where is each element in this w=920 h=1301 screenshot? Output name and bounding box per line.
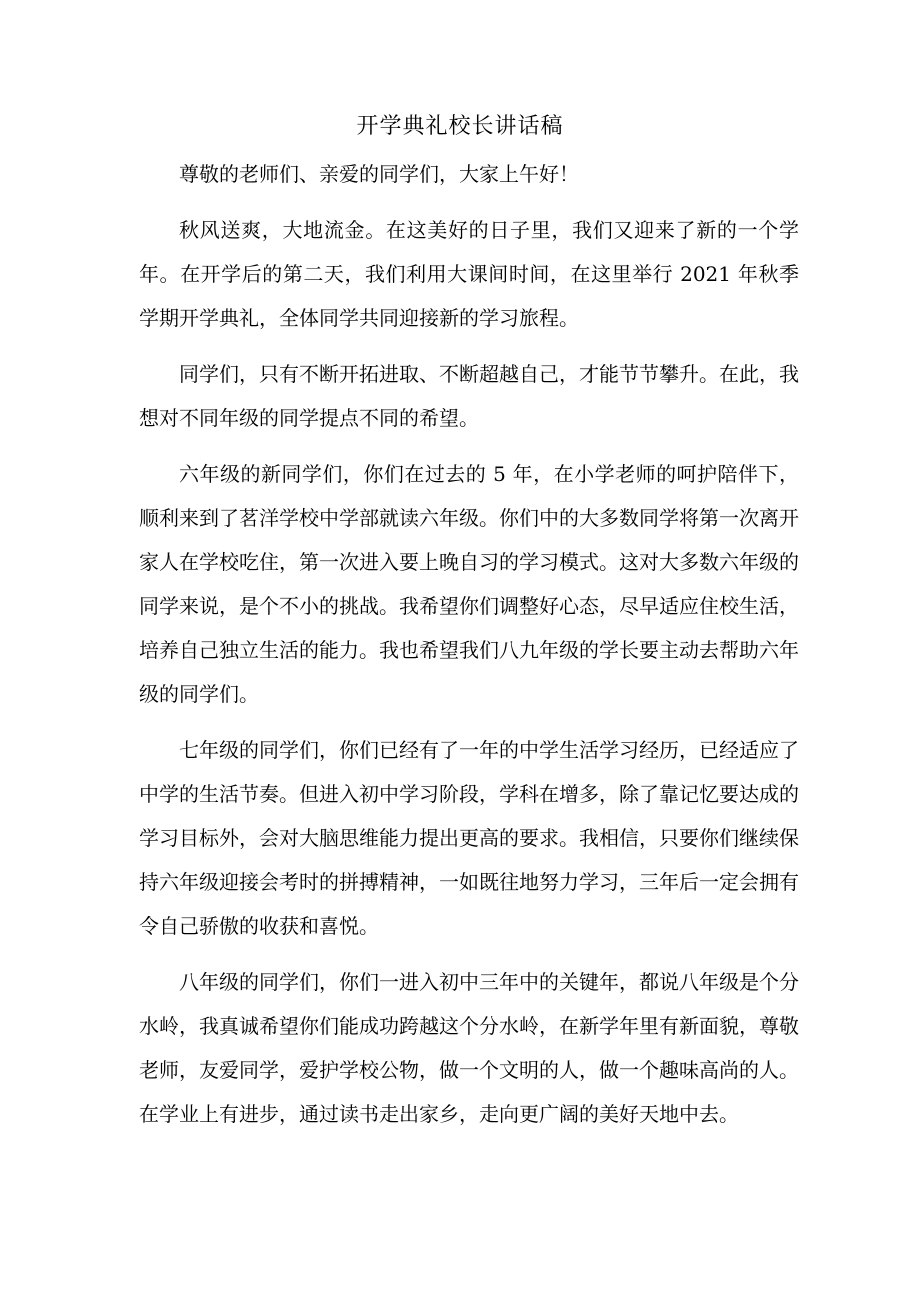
paragraph-grade-seven: 七年级的同学们，你们已经有了一年的中学生活学习经历，已经适应了中学的生活节奏。但进入初中学习阶段，学科在增多，除了靠记忆要达成的学习目标外，会对大脑思维能力提出更高的要求。我相信，只要你们继续保持六年级迎接会考时的拼搏精神，一如既往地努力学习，三年后一定会拥有令自己骄傲的收获和喜悦。 xyxy=(139,738,799,938)
document-title: 开学典礼校长讲话稿 xyxy=(356,114,564,139)
paragraph-greeting: 尊敬的老师们、亲爱的同学们，大家上午好！ xyxy=(179,162,579,186)
document-body xyxy=(139,152,799,1148)
paragraph-grade-eight: 八年级的同学们，你们一进入初中三年中的关键年，都说八年级是个分水岭，我真诚希望你们能成功跨越这个分水岭，在新学年里有新面貌，尊敬老师，友爱同学，爱护学校公物，做一个文明的人，做一个趣味高尚的人。在学业上有进步，通过读书走出家乡，走向更广阔的美好天地中去。 xyxy=(139,970,799,1126)
paragraph-grade-six: 六年级的新同学们，你们在过去的 5 年，在小学老师的呵护陪伴下，顺利来到了茗洋学校中学部就读六年级。你们中的大多数同学将第一次离开家人在学校吃住，第一次进入要上晚自习的学习模式。这对大多数六年级的同学来说，是个不小的挑战。我希望你们调整好心态，尽早适应住校生活，培养自己独立生活的能力。我也希望我们八九年级的学长要主动去帮助六年级的同学们。 xyxy=(139,462,799,706)
paragraph-opening: 秋风送爽，大地流金。在这美好的日子里，我们又迎来了新的一个学年。在开学后的第二天，我们利用大课间时间，在这里举行 2021 年秋季学期开学典礼，全体同学共同迎接新的学习旅程。 xyxy=(139,218,799,330)
paragraph-encouragement: 同学们，只有不断开拓进取、不断超越自己，才能节节攀升。在此，我想对不同年级的同学提点不同的希望。 xyxy=(139,362,799,430)
